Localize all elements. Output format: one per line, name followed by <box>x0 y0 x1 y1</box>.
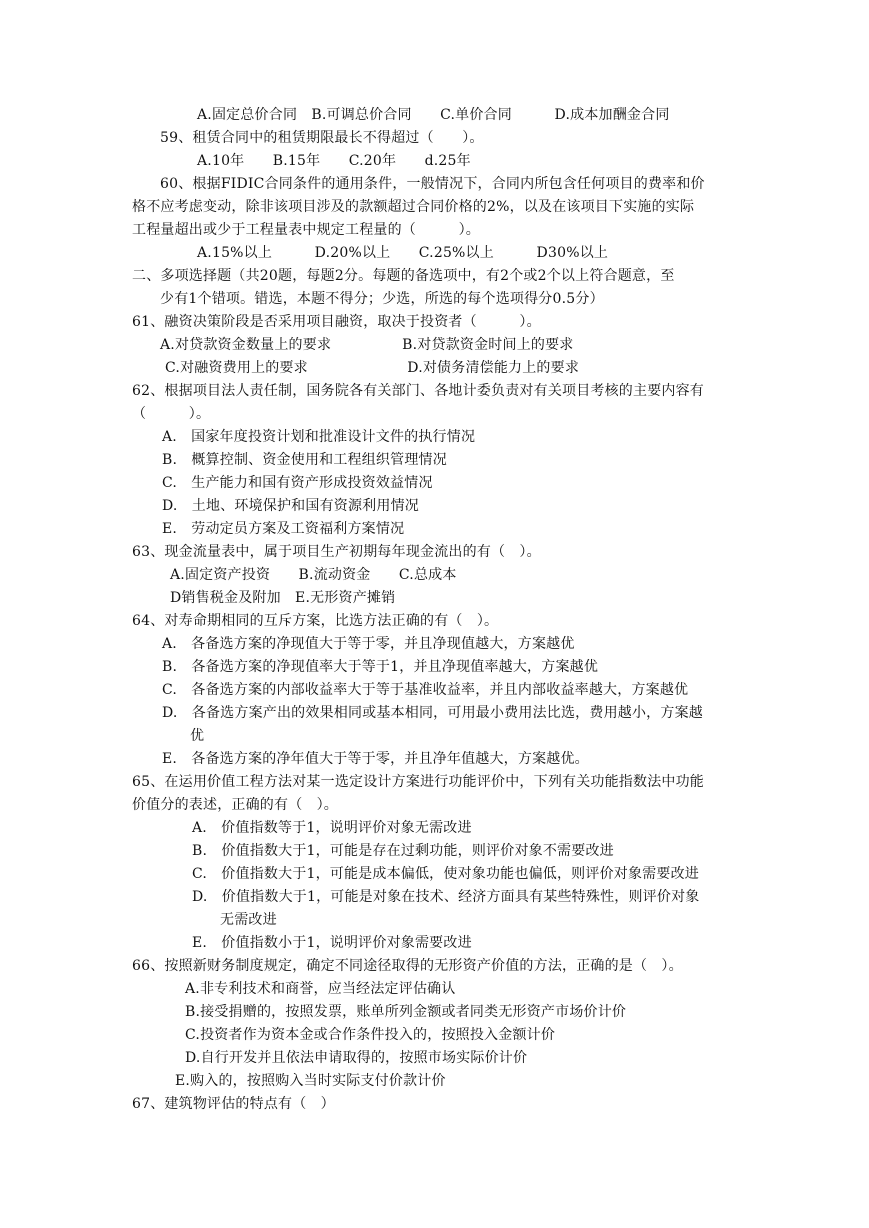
q58-options: A.固定总价合同 B.可调总价合同 C.单价合同 D.成本加酬金合同 <box>197 107 670 123</box>
q64-option-d-cont: 优 <box>190 728 205 744</box>
q64-option-a: A. 各备选方案的净现值大于等于零，并且净现值越大，方案越优 <box>162 636 575 652</box>
q66-option-d: D.自行开发并且依法申请取得的，按照市场实际价计价 <box>185 1050 528 1066</box>
q60-stem-1: 60、根据FIDIC合同条件的通用条件，一般情况下，合同内所包含任何项目的费率和价 <box>160 176 705 192</box>
q65-option-c: C. 价值指数大于1，可能是成本偏低，使对象功能也偏低，则评价对象需要改进 <box>192 866 699 882</box>
q64-option-d: D. 各备选方案产出的效果相同或基本相同，可用最小费用法比选，费用越小，方案越 <box>162 705 703 721</box>
q62-option-b: B. 概算控制、资金使用和工程组织管理情况 <box>162 452 447 468</box>
q62-option-c: C. 生产能力和国有资产形成投资效益情况 <box>162 475 433 491</box>
q65-option-a: A. 价值指数等于1，说明评价对象无需改进 <box>192 820 472 836</box>
q64-stem: 64、对寿命期相同的互斥方案，比选方法正确的有（ ）。 <box>132 613 499 629</box>
q66-option-b: B.接受捐赠的，按照发票，账单所列金额或者同类无形资产市场价计价 <box>185 1004 627 1020</box>
q62-option-e: E. 劳动定员方案及工资福利方案情况 <box>162 521 405 537</box>
q59-stem: 59、租赁合同中的租赁期限最长不得超过（ ）。 <box>160 130 484 146</box>
q61-stem: 61、融资决策阶段是否采用项目融资，取决于投资者（ ）。 <box>132 314 541 330</box>
q60-stem-3: 工程量超出或少于工程量表中规定工程量的（ ）。 <box>132 222 480 238</box>
q66-option-e: E.购入的，按照购入当时实际支付价款计价 <box>175 1073 446 1089</box>
q67-stem: 67、建筑物评估的特点有（ ） <box>132 1096 335 1112</box>
q64-option-c: C. 各备选方案的内部收益率大于等于基准收益率，并且内部收益率越大，方案越优 <box>162 682 689 698</box>
q66-option-c: C.投资者作为资本金或合作条件投入的，按照投入金额计价 <box>185 1027 556 1043</box>
q65-option-e: E. 价值指数小于1，说明评价对象需要改进 <box>192 935 472 951</box>
q64-option-e: E. 各备选方案的净年值大于等于零，并且净年值越大，方案越优。 <box>162 751 589 767</box>
q62-option-d: D. 土地、环境保护和国有资源利用情况 <box>162 498 419 514</box>
q63-options-2: D销售税金及附加 E.无形资产摊销 <box>170 590 396 606</box>
q65-stem-2: 价值分的表述，正确的有（ ）。 <box>132 797 338 813</box>
section-heading-1: 二、多项选择题（共20题，每题2分。每题的备选项中，有2个或2个以上符合题意，至 <box>132 268 675 284</box>
q65-stem-1: 65、在运用价值工程方法对某一选定设计方案进行功能评价中，下列有关功能指数法中功能 <box>132 774 705 790</box>
q59-options: A.10年 B.15年 C.20年 d.25年 <box>197 153 471 169</box>
q65-option-b: B. 价值指数大于1，可能是存在过剩功能，则评价对象不需要改进 <box>192 843 614 859</box>
q65-option-d-cont: 无需改进 <box>220 912 277 928</box>
q66-stem: 66、按照新财务制度规定，确定不同途径取得的无形资产价值的方法，正确的是（ ）。 <box>132 958 683 974</box>
q60-options: A.15%以上 D.20%以上 C.25%以上 D30%以上 <box>197 245 609 261</box>
section-heading-2: 少有1个错项。错选，本题不得分；少选，所选的每个选项得分0.5分） <box>160 291 604 307</box>
q63-stem: 63、现金流量表中，属于项目生产初期每年现金流出的有（ ）。 <box>132 544 541 560</box>
q65-option-d: D. 价值指数大于1，可能是对象在技术、经济方面具有某些特殊性，则评价对象 <box>192 889 700 905</box>
q64-option-b: B. 各备选方案的净现值率大于等于1，并且净现值率越大，方案越优 <box>162 659 599 675</box>
q62-option-a: A. 国家年度投资计划和批准设计文件的执行情况 <box>162 429 476 445</box>
q63-options-1: A.固定资产投资 B.流动资金 C.总成本 <box>170 567 457 583</box>
q62-stem-1: 62、根据项目法人责任制，国务院各有关部门、各地计委负责对有关项目考核的主要内容有 <box>132 383 705 399</box>
q60-stem-2: 格不应考虑变动，除非该项目涉及的款额超过合同价格的2%，以及在该项目下实施的实际 <box>132 199 695 215</box>
q62-stem-2: （ ）。 <box>132 406 211 422</box>
q66-option-a: A.非专利技术和商誉，应当经法定评估确认 <box>185 981 456 997</box>
q61-options-ab: A.对贷款资金数量上的要求 B.对贷款资金时间上的要求 <box>160 337 574 353</box>
q61-options-cd: C.对融资费用上的要求 D.对债务清偿能力上的要求 <box>165 360 580 376</box>
